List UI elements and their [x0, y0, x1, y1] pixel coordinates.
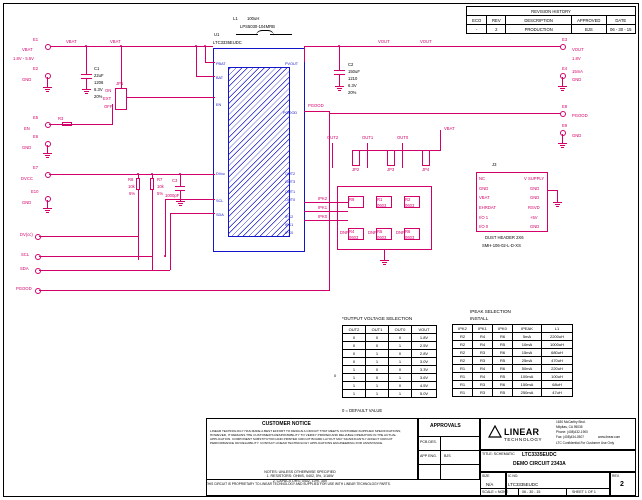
c2-tol: 20% — [348, 90, 357, 95]
jp4-ref: JP4 — [422, 167, 430, 172]
approvals-divider-2 — [418, 450, 480, 451]
scale-label: SCALE = NONE — [482, 490, 509, 494]
c2-pkg: 1210 — [348, 76, 358, 81]
r5-ref: R5 — [377, 229, 383, 234]
title-label: TITLE: SCHEMATIC — [482, 452, 515, 456]
inductor-ref: L1 — [233, 16, 238, 21]
gnd-c1-a — [82, 89, 91, 90]
left-net-vbat-range: 1.8V - 5.5V — [13, 56, 34, 61]
rev-value: 2 — [620, 481, 624, 488]
pin-out1: OUT1 — [285, 190, 296, 194]
gnd-c2-a — [335, 86, 344, 87]
ic-u1-ref: U1 — [214, 32, 220, 37]
approvals-title: APPROVALS — [430, 423, 461, 429]
gnd-e4-b — [560, 88, 565, 89]
j3-pin-gnd-r1: GND — [530, 186, 540, 191]
turret-e7 — [45, 172, 51, 178]
company-confidential: LTC Confidential-For Customer Use Only — [556, 441, 615, 445]
gnd-e6-b — [45, 155, 50, 156]
turret-e10 — [45, 196, 51, 202]
jumper-jp4[interactable] — [422, 150, 430, 166]
dnp-label-1: DNP — [340, 230, 349, 235]
j3-ref: J3 — [492, 162, 497, 167]
c1-volt: 6.3V — [94, 87, 103, 92]
table-row: R1 R3 R6 150mA 68uH — [453, 381, 573, 389]
pin-dvcc: DVcc — [216, 172, 226, 176]
r2-ref: R1 — [377, 197, 383, 202]
jp2-ref: JP2 — [352, 167, 360, 172]
c3-ref: C3 — [172, 178, 178, 183]
turret-label-e4: E4 — [562, 66, 568, 71]
net-label-vout: VOUT — [378, 39, 390, 44]
resistor-r9 — [62, 122, 72, 126]
wire-e2-gnd — [47, 77, 48, 87]
table-row: 0 0 0 1.8V — [343, 333, 437, 341]
gnd-e10-a — [43, 208, 52, 209]
left-net-en: EN — [24, 126, 30, 131]
wire-bat-stub — [196, 46, 197, 76]
left-net-gnd-1: GND — [22, 77, 32, 82]
sheet-number: SHEET 1 OF 1 — [572, 490, 596, 494]
wire-pvout-pin — [304, 46, 305, 62]
left-net-scl: SCL — [21, 252, 30, 257]
divider-scale-date — [518, 488, 519, 496]
c1-value: 22uF — [94, 73, 104, 78]
wire-vbat-jp-bank — [440, 130, 441, 150]
inductor-coil — [256, 30, 274, 36]
rev-label: REV. — [612, 474, 620, 478]
gnd-j3-b — [555, 204, 560, 205]
ic-u1-name: LTC3335EUDC — [213, 40, 242, 45]
pin-bat: BAT — [216, 76, 224, 80]
dnp-label-2: DNP — [368, 230, 377, 235]
company-logo-icon — [488, 425, 502, 439]
wire-pbat-pin — [205, 62, 215, 63]
wire-jp1-top — [121, 46, 122, 88]
inductor-value: 100uH — [247, 16, 260, 21]
j3-pin-nc: NC — [479, 176, 486, 181]
r2-pkg: 0603 — [377, 203, 387, 208]
table-row: 0 1 0 2.8V — [343, 349, 437, 357]
customer-notice-body: LINEAR TECHNOLOGY HAS MADE A BEST EFFORT TO DESIGN A CIRCUIT THAT MEETS CUSTOMER-SUPPLIED SPECIFICATIONS; HOWEVER, IT REMAINS THE CUSTOMER'S RESPONSIBILITY TO VERIFY PROPER AND RELIABLE OPERATION IN THE ACTUAL APPLICATION. COMPONENT SUBSTITUTION AND PRINTED CIRCUIT BOARD LAYOUT MAY SIGNIFICANTLY AFFECT CIRCUIT PERFORMANCE OR RELIABILITY. CONTACT LINEAR TECHNOLOGY APPLICATIONS ENGINEERING FOR ASSISTANCE. — [210, 429, 402, 445]
turret-label-e2: E2 — [33, 66, 39, 71]
wire-jp3-out1 — [367, 143, 368, 168]
gnd-e9-b — [560, 145, 565, 146]
rev-col-eco: ECO — [467, 16, 487, 25]
gnd-matrix-b — [382, 262, 387, 263]
approvals-row-1-label: PCB DES. — [420, 440, 437, 444]
pin-ipk1: IPK1 — [285, 223, 294, 227]
gnd-j3-a — [553, 202, 562, 203]
resistor-r8 — [136, 178, 140, 190]
gnd-c3-a — [176, 201, 185, 202]
company-address-1: 1630 McCarthy Blvd. — [556, 420, 586, 424]
wire-e4-gnd — [562, 77, 563, 86]
pad-scl — [35, 254, 41, 260]
wire-ipk0 — [304, 220, 348, 221]
j3-pin-gnd-l: GND — [479, 186, 489, 191]
net-label-pgood-ic: PGOOD — [308, 103, 324, 108]
gnd-c3-b — [178, 203, 183, 204]
wire-j3-gnd-down — [557, 190, 558, 202]
cap-c1-lead — [86, 79, 87, 89]
c1-ref: C1 — [94, 66, 100, 71]
rev-col-date: DATE — [606, 16, 635, 25]
table-row: - 2 PRODUCTION BJS 06 - 30 - 15 — [467, 25, 636, 34]
table-row: 1 0 1 3.6V — [343, 373, 437, 381]
r5-pkg: 0603 — [377, 235, 387, 240]
company-web: www.linear.com — [598, 435, 621, 439]
wire-jp2-out2 — [332, 143, 333, 168]
proprietary-notice: THIS CIRCUIT IS PROPRIETARY TO LINEAR TECHNOLOGY AND SUPPLIED FOR USE WITH LINEAR TECHNOLOGY PARTS. — [206, 482, 391, 486]
j3-pin-gnd-r2: GND — [530, 195, 540, 200]
jp-out2-label: OUT2 — [327, 135, 339, 140]
table-row: R2 R3 R6 15mA 680uH — [453, 349, 573, 357]
table-row: R1 R4 R6 50mA 220uH — [453, 365, 573, 373]
r4-ref: R4 — [349, 229, 355, 234]
table-row: R1 R4 R5 100mA 100uH — [453, 373, 573, 381]
matrix-ipk0: IPK0 — [318, 214, 328, 219]
ipeak-table-title: IPEAK SELECTION — [470, 309, 511, 314]
pin-scl: SCL — [216, 199, 224, 203]
rev-col-desc: DESCRIPTION — [506, 16, 572, 25]
left-net-dvcc: DVCC — [21, 176, 33, 181]
pin-sda: SDA — [216, 213, 224, 217]
net-label-vbat-jp: VBAT — [444, 126, 455, 131]
jp3-ref: JP3 — [387, 167, 395, 172]
approvals-row-2-label: APP ENG. — [420, 454, 437, 458]
ic-u1-hatch-fill — [228, 67, 290, 237]
cap-c2-lead-bot — [339, 75, 340, 86]
approvals-divider-1 — [418, 436, 480, 437]
default-footnote: 0 = DEFAULT VALUE — [342, 408, 383, 413]
wire-vout-rail — [304, 46, 562, 47]
cap-c3-lead-top — [180, 174, 181, 186]
gnd-sym-e2-c — [46, 91, 49, 92]
size-value: N/A — [486, 482, 494, 487]
j3-pin-io1: I/O 1 — [479, 215, 489, 220]
revision-history-block — [466, 6, 636, 34]
j3-title: DUST HEADER 2X6 — [485, 235, 524, 240]
approvals-row-2-value: BJS — [444, 454, 451, 458]
turret-label-e9: E9 — [562, 123, 568, 128]
r7-val: 10k — [157, 184, 164, 189]
wire-e8-pgood — [330, 113, 561, 114]
resistor-r7 — [150, 178, 154, 190]
ipeak-selection — [452, 310, 573, 397]
wire-matrix-gnd — [384, 250, 385, 260]
ot-col-out2: OUT2 — [343, 325, 366, 333]
rev-col-appr: APPROVED — [572, 16, 606, 25]
gnd-j3-c — [556, 206, 559, 207]
ip-col-l1: L1 — [542, 325, 573, 333]
inductor-pn: LPS5030-104MRB — [240, 24, 275, 29]
customer-notice-box — [206, 418, 418, 480]
net-label-vout-2: VOUT — [420, 39, 432, 44]
j3-pin-io0: I/O 0 — [479, 224, 489, 229]
notes-line-3: 2. CAPACITORS: 0402, 10%, 35V — [272, 478, 328, 483]
wire-vbat-rail — [48, 46, 213, 47]
jp1-off: OFF — [104, 104, 113, 109]
gnd-e4-c — [561, 90, 564, 91]
wire-jp1-en — [127, 97, 215, 98]
r7-ref: R7 — [157, 177, 163, 182]
gnd-e4-a — [558, 86, 567, 87]
turret-e2 — [45, 73, 51, 79]
turret-label-e1: E1 — [33, 37, 39, 42]
jumper-jp1[interactable] — [115, 88, 127, 110]
wire-pgood-pin — [304, 111, 330, 112]
table-row: 1 1 1 5.0V — [343, 389, 437, 397]
company-fax: Fax: (408)434-0507 — [556, 435, 584, 439]
right-net-gnd: GND — [572, 77, 582, 82]
company-name-2: TECHNOLOGY — [504, 437, 543, 442]
wire-vbat-c1 — [86, 46, 87, 74]
r8-ref: R8 — [128, 177, 134, 182]
wire-bat-pin — [196, 76, 215, 77]
gnd-c1-c — [85, 93, 88, 94]
gnd-e6-c — [46, 157, 49, 158]
pin-ipk2: IPK2 — [285, 215, 294, 219]
r8-val: 10k — [128, 184, 135, 189]
ic-no-label: IC NO. — [508, 474, 519, 478]
dnp-label-3: DNP — [396, 230, 405, 235]
pin-out0: OUT0 — [285, 198, 296, 202]
table-row: 0 1 1 3.0V — [343, 357, 437, 365]
ot-col-out0: OUT0 — [389, 325, 412, 333]
table-row: 0 0 1 2.5V — [343, 341, 437, 349]
wire-r9-right — [72, 124, 113, 125]
jp1-ref: JP1 — [116, 81, 124, 86]
pin-ipk0: IPK0 — [285, 231, 294, 235]
turret-label-e10: E10 — [31, 189, 39, 194]
table-row: R1 R3 R5 250mA 47uH — [453, 389, 573, 397]
wire-r7-bot — [152, 190, 153, 270]
gnd-e10-b — [45, 210, 50, 211]
matrix-ipk1: IPK1 — [318, 205, 328, 210]
cap-c2-lead-top — [339, 46, 340, 70]
jumper-jp2[interactable] — [352, 150, 360, 166]
cap-c3-lead-bot — [180, 191, 181, 201]
ot-col-out1: OUT1 — [366, 325, 389, 333]
pin-pbat: PBAT — [216, 62, 226, 66]
wire-vbat-pbat — [205, 46, 206, 62]
sheet-date: 06 - 30 - 15 — [522, 490, 541, 494]
table-row: R2 R4 R6 5mA 2200uH — [453, 333, 573, 341]
wire-r8-bot — [138, 190, 139, 260]
rev-col-rev: REV — [487, 16, 506, 25]
j3-pin-vsupply: V SUPPLY — [524, 176, 545, 181]
net-label-vbat-mid: VBAT — [110, 39, 121, 44]
c2-value: 150uF — [348, 69, 360, 74]
size-label: SIZE — [482, 474, 490, 478]
left-net-pgood: PGOOD — [16, 286, 32, 291]
gnd-e9-c — [561, 147, 564, 148]
wire-e7-dvcc — [49, 174, 215, 175]
gnd-c1-b — [84, 91, 89, 92]
company-address-2: Milpitas, CA 95035 — [556, 425, 583, 429]
gnd-sym-e2-b — [45, 89, 50, 90]
company-phone: Phone: (408)432-1900 — [556, 430, 588, 434]
gnd-c3-c — [179, 205, 182, 206]
turret-e1 — [45, 44, 51, 50]
revision-history-title: REVISION HISTORY — [467, 7, 636, 16]
inductor-lead-left — [236, 34, 258, 35]
wire-dvcc-out — [39, 236, 138, 237]
left-net-sda: SDA — [20, 266, 29, 271]
turret-label-e5: E5 — [33, 115, 39, 120]
pad-pgood — [35, 288, 41, 294]
c2-ref: C2 — [348, 62, 354, 67]
table-row: 1 0 0 3.3V — [343, 365, 437, 373]
j3-pn: SMH-106-02-L-D-XS — [482, 243, 521, 248]
wire-e10-gnd — [47, 200, 48, 208]
title-line-1: LTC3335EUDC — [522, 452, 557, 458]
pin-pvout: PVOUT — [285, 62, 299, 66]
left-net-dvcc-2: DV(cc) — [20, 232, 33, 237]
j3-pin-rsvd: RSVD — [528, 205, 540, 210]
output-table-title: *OUTPUT VOLTAGE SELECTION — [342, 316, 413, 321]
gnd-e10-c — [46, 212, 49, 213]
ip-col-ipeak: IPEAK — [513, 325, 542, 333]
right-net-vout-val: 1.8V — [572, 56, 581, 61]
wire-jp4-out0 — [402, 143, 403, 168]
wire-scl-up — [165, 199, 166, 257]
jumper-jp3[interactable] — [387, 150, 395, 166]
gnd-matrix-a — [380, 260, 389, 261]
wire-scl — [39, 256, 152, 257]
r3-ref: R2 — [405, 197, 411, 202]
divider-date-sheet — [566, 488, 567, 496]
title-line-2: DEMO CIRCUIT 2343A — [513, 461, 566, 467]
jp-out0-label: OUT0 — [397, 135, 409, 140]
r3-pkg: 0603 — [405, 203, 415, 208]
wire-sda — [39, 270, 170, 271]
r6-ref: R6 — [405, 229, 411, 234]
ot-col-vout: VOUT — [412, 325, 437, 333]
gnd-c2-c — [338, 90, 341, 91]
notes-line-2: 1. RESISTORS: OHMS, 0402, 5%, 1/16W — [266, 474, 334, 479]
r6-pkg: 0603 — [405, 235, 415, 240]
left-net-gnd-3: GND — [22, 200, 32, 205]
right-net-vout: VOUT — [572, 47, 584, 52]
ip-col-ipk0: IPK0 — [493, 325, 513, 333]
gnd-e9-a — [558, 143, 567, 144]
wire-pgood-left — [39, 290, 329, 291]
pin-en: EN — [216, 103, 222, 107]
customer-notice-title: CUSTOMER NOTICE — [262, 421, 311, 427]
turret-e6 — [45, 141, 51, 147]
right-net-gnd-cur: 15mA — [572, 69, 583, 74]
j3-pin-vbat: VBAT — [479, 195, 490, 200]
wire-sda-up — [170, 213, 171, 270]
pin-out2: OUT2 — [285, 172, 296, 176]
approvals-divider-3 — [418, 464, 480, 465]
cap-c1-plate1 — [81, 74, 92, 75]
net-label-vbat-left: VBAT — [66, 39, 77, 44]
wire-r9-up — [112, 104, 113, 124]
cap-c3-p1 — [175, 186, 185, 187]
left-net-vbat: VBAT — [22, 47, 33, 52]
r7-tol: 5% — [157, 191, 164, 196]
gnd-c2-b — [337, 88, 342, 89]
j3-pin-ehrdat: EHRDAT — [479, 205, 496, 210]
bottom-divider — [480, 488, 610, 489]
approvals-col-divider — [440, 436, 441, 480]
j3-pin-5v: +5V — [530, 215, 538, 220]
ic-no-value: LTC3335EUDC — [508, 482, 539, 487]
c1-pkg: 1206 — [94, 80, 104, 85]
r1-ref: R9 — [349, 197, 355, 202]
cap-c2-p1 — [334, 70, 345, 71]
wire-e9-gnd — [562, 134, 563, 143]
table-row: R2 R3 R5 25mA 470uH — [453, 357, 573, 365]
turret-e3 — [560, 44, 566, 50]
turret-e5 — [45, 122, 51, 128]
turret-e4 — [560, 73, 566, 79]
pin-out3: OUT3 — [285, 180, 296, 184]
turret-label-e6: E6 — [33, 134, 39, 139]
left-net-gnd-2: GND — [22, 145, 32, 150]
company-name: LINEAR — [504, 427, 540, 437]
right-net-gnd-2: GND — [572, 133, 582, 138]
wire-ipk2 — [304, 202, 348, 203]
ipeak-table-subtitle: INSTALL — [470, 315, 489, 321]
jp1-ext: EXT — [103, 96, 112, 101]
table-row: R2 R4 R5 10mA 1000uH — [453, 341, 573, 349]
c2-volt: 6.3V — [348, 83, 357, 88]
c1-tol: 20% — [94, 94, 103, 99]
turret-label-e3: E3 — [562, 37, 568, 42]
gnd-matrix-c — [383, 264, 386, 265]
notes-line-1: NOTES: UNLESS OTHERWISE SPECIFIED — [264, 470, 336, 474]
wire-sda-pin — [170, 213, 215, 214]
turret-label-e8: E8 — [562, 104, 568, 109]
wire-ipk1 — [304, 211, 348, 212]
j3-pin-gnd-r3: GND — [530, 224, 540, 229]
right-net-pgood: PGOOD — [572, 113, 588, 118]
default-marker: 0 — [334, 373, 337, 378]
pin-pgood: PGOOD — [283, 111, 298, 115]
pad-sda — [35, 268, 41, 274]
wire-scl-pin — [165, 199, 215, 200]
gnd-e6-a — [43, 153, 52, 154]
turret-e9 — [560, 130, 566, 136]
turret-label-e7: E7 — [33, 165, 39, 170]
ip-col-ipk2: IPK2 — [453, 325, 473, 333]
output-voltage-selection — [342, 317, 437, 398]
gnd-sym-e2 — [43, 87, 52, 88]
table-row: 1 1 0 4.5V — [343, 381, 437, 389]
r4-pkg: 0603 — [349, 235, 359, 240]
matrix-ipk2: IPK2 — [318, 196, 328, 201]
c3-val: 1000pF — [165, 193, 180, 198]
jp-out1-label: OUT1 — [362, 135, 374, 140]
pad-dvcc-out — [35, 234, 41, 240]
wire-e6-gnd — [47, 145, 48, 153]
jp1-on: ON — [105, 88, 112, 93]
ip-col-ipk1: IPK1 — [473, 325, 493, 333]
r8-tol: 5% — [129, 191, 136, 196]
r9-ref: R3 — [58, 116, 64, 121]
